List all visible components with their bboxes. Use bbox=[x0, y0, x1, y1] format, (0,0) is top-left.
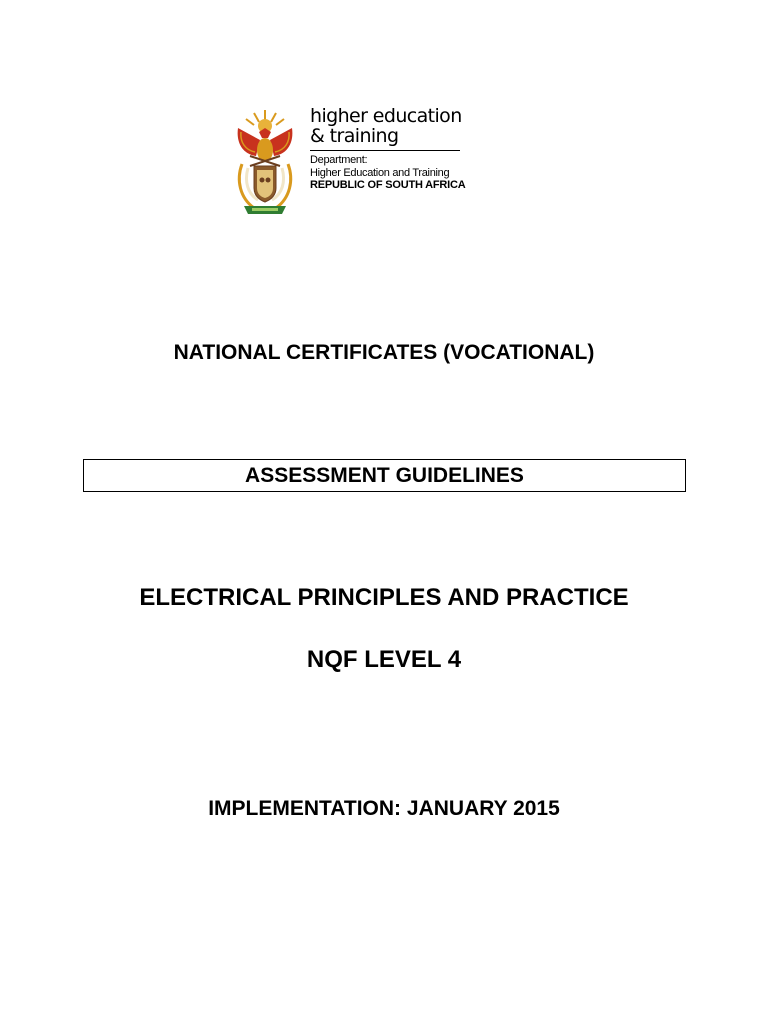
department-logo bbox=[232, 106, 464, 218]
brand-line-1: higher education bbox=[310, 105, 462, 127]
document-type-box bbox=[83, 459, 686, 492]
document-type-title: ASSESSMENT GUIDELINES bbox=[245, 463, 524, 487]
subject-title: ELECTRICAL PRINCIPLES AND PRACTICE bbox=[139, 584, 629, 611]
implementation-date: IMPLEMENTATION: JANUARY 2015 bbox=[208, 797, 560, 820]
logo-divider bbox=[310, 150, 460, 151]
department-name: Higher Education and Training bbox=[310, 166, 450, 179]
programme-title: NATIONAL CERTIFICATES (VOCATIONAL) bbox=[173, 341, 595, 364]
country-name: REPUBLIC OF SOUTH AFRICA bbox=[310, 179, 466, 191]
logo-text-block bbox=[310, 106, 464, 192]
department-label: Department: bbox=[310, 154, 368, 166]
brand-line-2: & training bbox=[310, 125, 399, 147]
nqf-level-title: NQF LEVEL 4 bbox=[306, 646, 462, 673]
coat-of-arms-icon bbox=[232, 108, 298, 218]
